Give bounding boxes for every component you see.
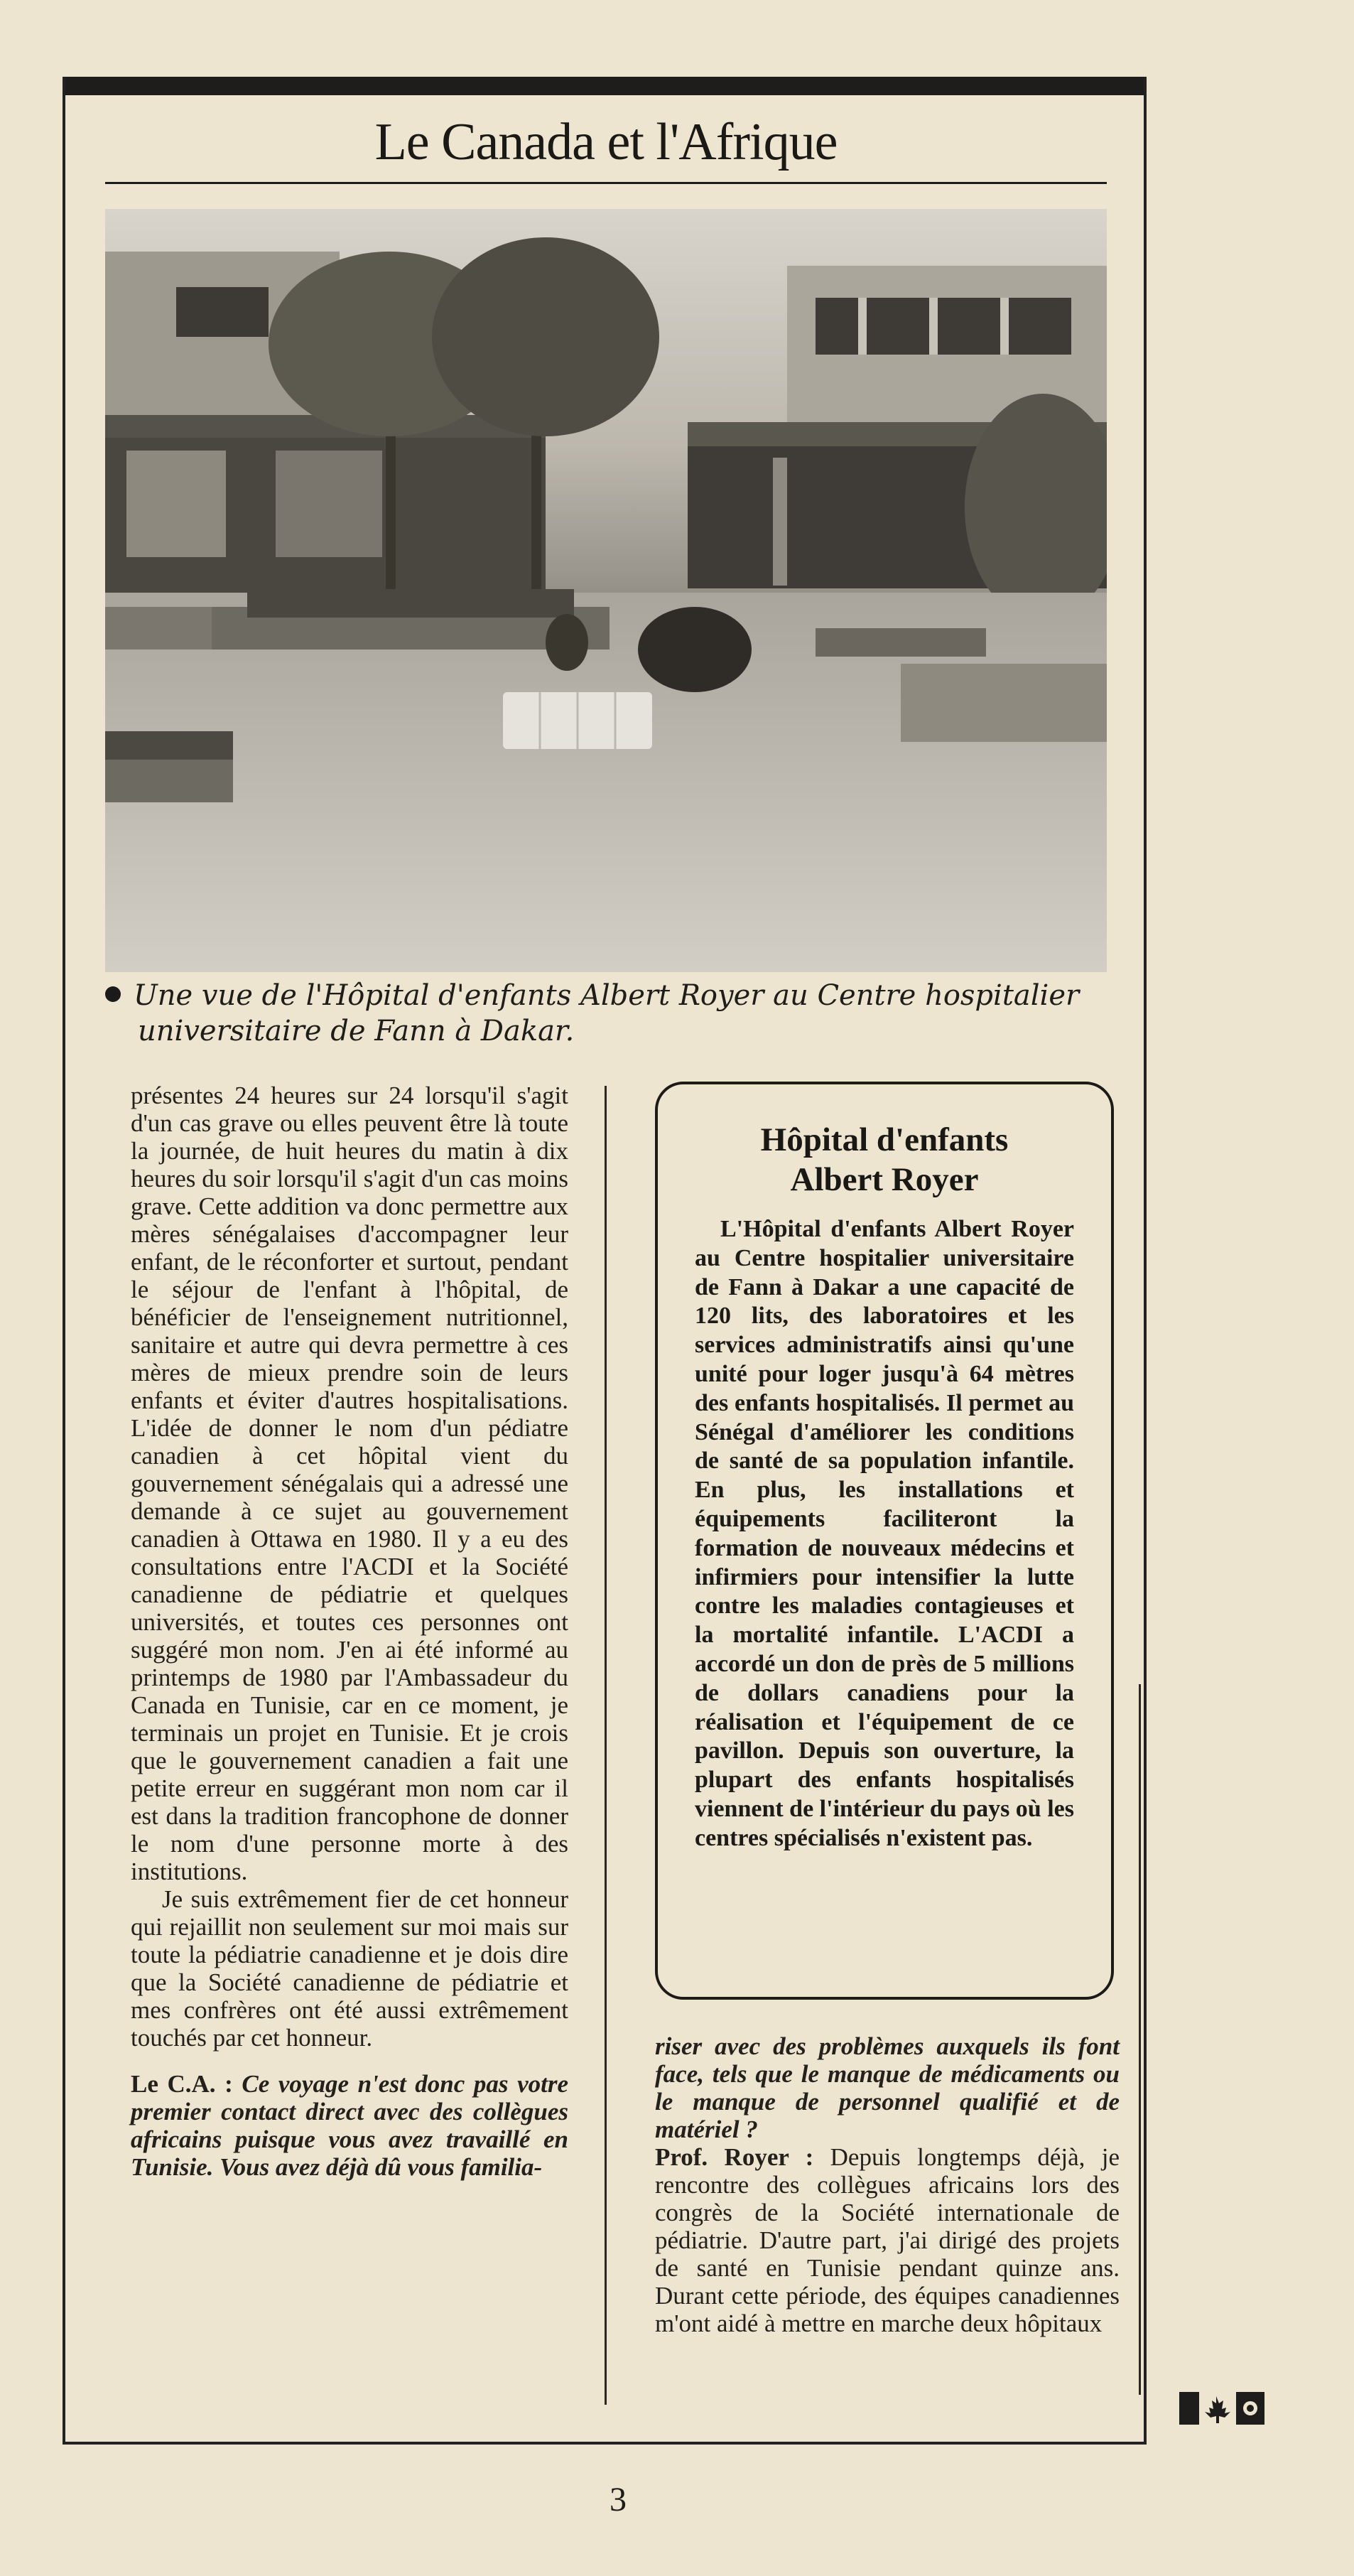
hospital-courtyard-photo (105, 209, 1107, 972)
caption-line-1: Une vue de l'Hôpital d'enfants Albert Royer au Centre hospitalier (134, 979, 1080, 1012)
photo-caption (105, 978, 1128, 1049)
caption-line-2: universitaire de Fann à Dakar. (138, 1015, 575, 1047)
sidebar-title-line-2: Albert Royer (790, 1161, 979, 1198)
left-column (131, 1082, 568, 2181)
heading-rule (105, 182, 1107, 184)
body-paragraph: Je suis extrêmement fier de cet honneur qui rejaillit non seulement sur moi mais sur toute la pédiatrie canadienne et je dois dire que la Société canadienne de pédiatrie et mes confrères ont été aussi extrêmement touchés par cet honneur. (131, 1885, 568, 2052)
interviewer-label: Le C.A. : (131, 2070, 233, 2098)
column-divider-right (1139, 1684, 1141, 2395)
respondent-label: Prof. Royer : (655, 2143, 814, 2171)
column-divider-left (605, 1086, 607, 2405)
page-number: 3 (610, 2481, 627, 2518)
answer-text: Depuis longtemps déjà, je rencontre des collègues africains lors des congrès de la Société internationale de pédiatrie. D'autre part, j'ai dirigé des projets de santé en Tunisie pendant quinze ans. Durant cette période, des équipes canadiennes m'ont aidé à mettre en marche deux hôpitaux (655, 2143, 1120, 2337)
right-column (655, 2032, 1120, 2337)
sidebar-box-title (655, 1120, 1114, 1200)
sidebar-title-line-1: Hôpital d'enfants (760, 1121, 1009, 1158)
interview-answer (655, 2143, 1120, 2337)
question-text: Ce voyage n'est donc pas votre premier contact direct avec des collègues africains puisque vous avez travaillé en Tunisie. Vous avez déjà dû vous familia- (131, 2070, 569, 2181)
section-heading: Le Canada et l'Afrique (374, 113, 838, 171)
body-paragraph: présentes 24 heures sur 24 lorsqu'il s'agit d'un cas grave ou elles peuvent être là toute la journée, de huit heures du matin à dix heures du soir lorsqu'il s'agit d'un cas moins grave. Cette addition va donc permettre aux mères sénégalaises d'accompagner leur enfant, de le réconforter et surtout, pendant le séjour de l'enfant à l'hôpital, de bénéficier de l'enseignement nutritionnel, sanitaire et autre qui devra permettre à ces mères de mieux prendre soin de leurs enfants et éviter d'autres hospitalisations. L'idée de donner le nom d'un pédiatre canadien à cet hôpital vient du gouvernement sénégalais qui a adressé une demande à ce sujet au gouvernement canadien à Ottawa en 1980. Il y a eu des consultations entre l'ACDI et la Société canadienne de pédiatrie et quelques universités, et toutes ces personnes ont suggéré mon nom. J'en ai été informé au printemps de 1980 par l'Ambassadeur du Canada en Tunisie, car en ce moment, je terminais un projet en Tunisie. Et je crois que le gouvernement canadien a fait une petite erreur en suggérant mon nom car il est dans la tradition francophone de donner le nom d'une personne morte à des institutions. (131, 1082, 568, 1885)
interview-question (131, 2070, 568, 2181)
caption-bullet-icon (105, 986, 121, 1002)
sidebar-box-body: L'Hôpital d'enfants Albert Royer au Centre hospitalier universitaire de Fann à Dakar a une capacité de 120 lits, des laboratoires et les services administratifs ainsi qu'une unité pour loger jusqu'à 64 mètres des enfants hospitalisés. Il permet au Sénégal d'améliorer les conditions de santé de sa population infantile. En plus, les installations et équipements faciliteront la formation de nouveaux médecins et infirmiers pour intensifier la lutte contre les maladies contagieuses et la mortalité infantile. L'ACDI a accordé un don de près de 5 millions de dollars canadiens pour la réalisation et l'équipement de ce pavillon. Depuis son ouverture, la plupart des enfants hospitalisés viennent de l'intérieur du pays où les centres spécialisés n'existent pas. (695, 1216, 1074, 1851)
canada-flag-logo-icon (1179, 2386, 1267, 2430)
question-continuation: riser avec des problèmes auxquels ils font face, tels que le manque de médicaments ou le manque de personnel qualifié et de matériel ? (655, 2032, 1120, 2143)
